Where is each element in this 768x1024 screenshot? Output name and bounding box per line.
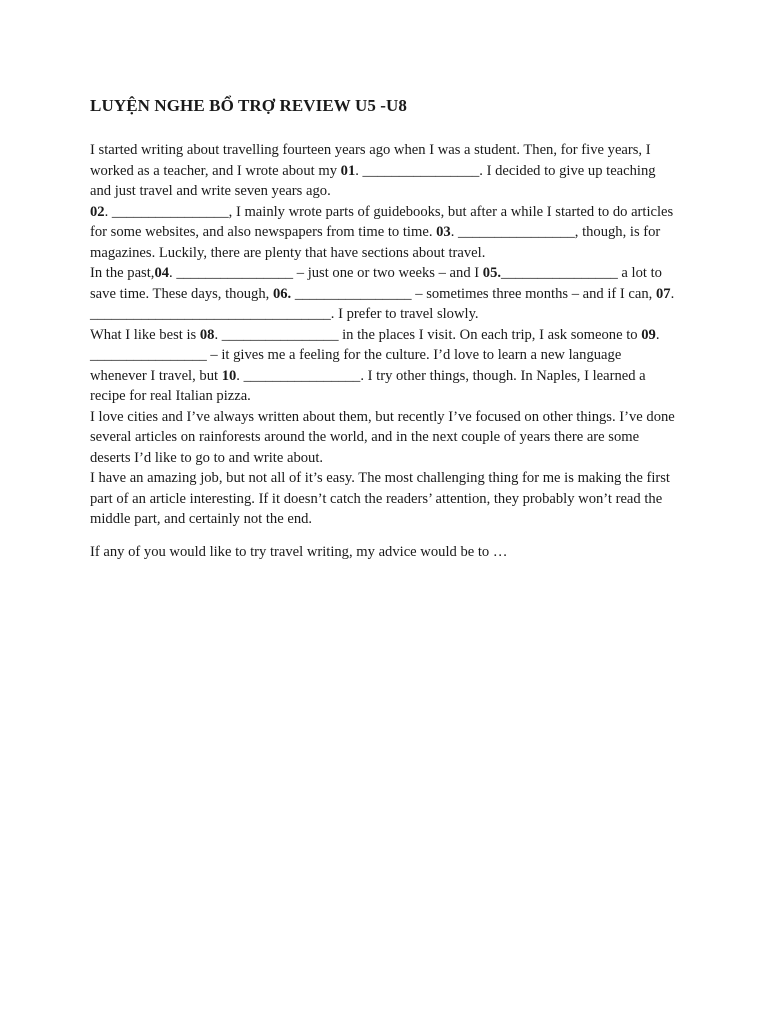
blank-04: ________________	[176, 265, 294, 281]
blank-10: ________________	[243, 367, 361, 384]
text: , though, is for magazines. Luckily, there are plenty that have sections about travel.	[90, 224, 661, 261]
blank-number-06: 06.	[272, 285, 292, 302]
blank-number-08: 08	[199, 326, 215, 343]
blank-09: ________________	[90, 347, 207, 363]
blank-01: ________________	[362, 162, 480, 179]
text: . I decided to give up teaching and just travel and write seven years ago.	[90, 162, 656, 199]
blank-number-02: 02	[90, 203, 105, 220]
blank-05: ________________	[501, 265, 618, 281]
text: – just one or two weeks – and I	[293, 265, 483, 281]
text: , I mainly wrote parts of guidebooks, but after a while I started to do articles for some websites, and also newspapers from time to time.	[90, 203, 674, 240]
paragraph-6: I have an amazing job, but not all of it’s easy. The most challenging thing for me is making the first part of an article interesting. If it doesn’t catch the readers’ attention, they probably won’t read the middle part, and certainly not the end.	[90, 470, 670, 527]
blank-08: ________________	[221, 326, 339, 343]
text: .	[236, 367, 244, 384]
text: .	[355, 162, 363, 179]
paragraph-1	[90, 140, 680, 202]
text: .	[169, 265, 177, 281]
text: What I like best is	[90, 326, 200, 343]
paragraph-2	[90, 202, 680, 264]
document-title: LUYỆN NGHE BỔ TRỢ REVIEW U5 -U8	[90, 96, 408, 115]
blank-07: _________________________________	[90, 306, 331, 322]
blank-03: ________________	[458, 224, 575, 240]
text: .	[104, 203, 112, 220]
text: – sometimes three months – and if I can,	[411, 285, 656, 302]
blank-number-04: 04	[154, 265, 170, 281]
blank-number-10: 10	[221, 367, 237, 384]
paragraph-3	[90, 263, 680, 325]
text: . I prefer to travel slowly.	[330, 306, 479, 322]
text: .	[450, 224, 459, 240]
text: – it gives me a feeling for the culture. I’d love to learn a new language whenever I travel, but	[90, 347, 622, 384]
text: .	[670, 285, 675, 302]
text: I started writing about travelling fourteen years ago when I was a student. Then, for five years, I worked as a teacher, and I wrote about my	[90, 142, 651, 179]
document-body	[90, 140, 680, 562]
paragraph-4	[90, 325, 680, 407]
text: .	[214, 326, 222, 343]
blank-number-05: 05.	[482, 265, 502, 281]
document-page	[90, 94, 680, 562]
text: .	[655, 326, 660, 343]
blank-number-07: 07	[655, 285, 671, 302]
blank-02: ________________	[111, 203, 229, 220]
text: In the past,	[90, 265, 155, 281]
blank-06: ________________	[294, 285, 412, 302]
paragraph-5: I love cities and I’ve always written about them, but recently I’ve focused on other things. I’ve done several articles on rainforests around the world, and in the next couple of years there are some deserts I’d like to go to and write about.	[90, 408, 675, 466]
paragraph-7: If any of you would like to try travel writing, my advice would be to …	[90, 543, 508, 560]
blank-number-03: 03	[436, 224, 451, 240]
text: . I try other things, though. In Naples, I learned a recipe for real Italian pizza.	[90, 367, 646, 404]
text: a lot to save time. These days, though,	[90, 265, 662, 302]
text: in the places I visit. On each trip, I ask someone to	[338, 326, 642, 343]
blank-number-01: 01	[340, 162, 356, 179]
blank-number-09: 09	[641, 326, 656, 343]
